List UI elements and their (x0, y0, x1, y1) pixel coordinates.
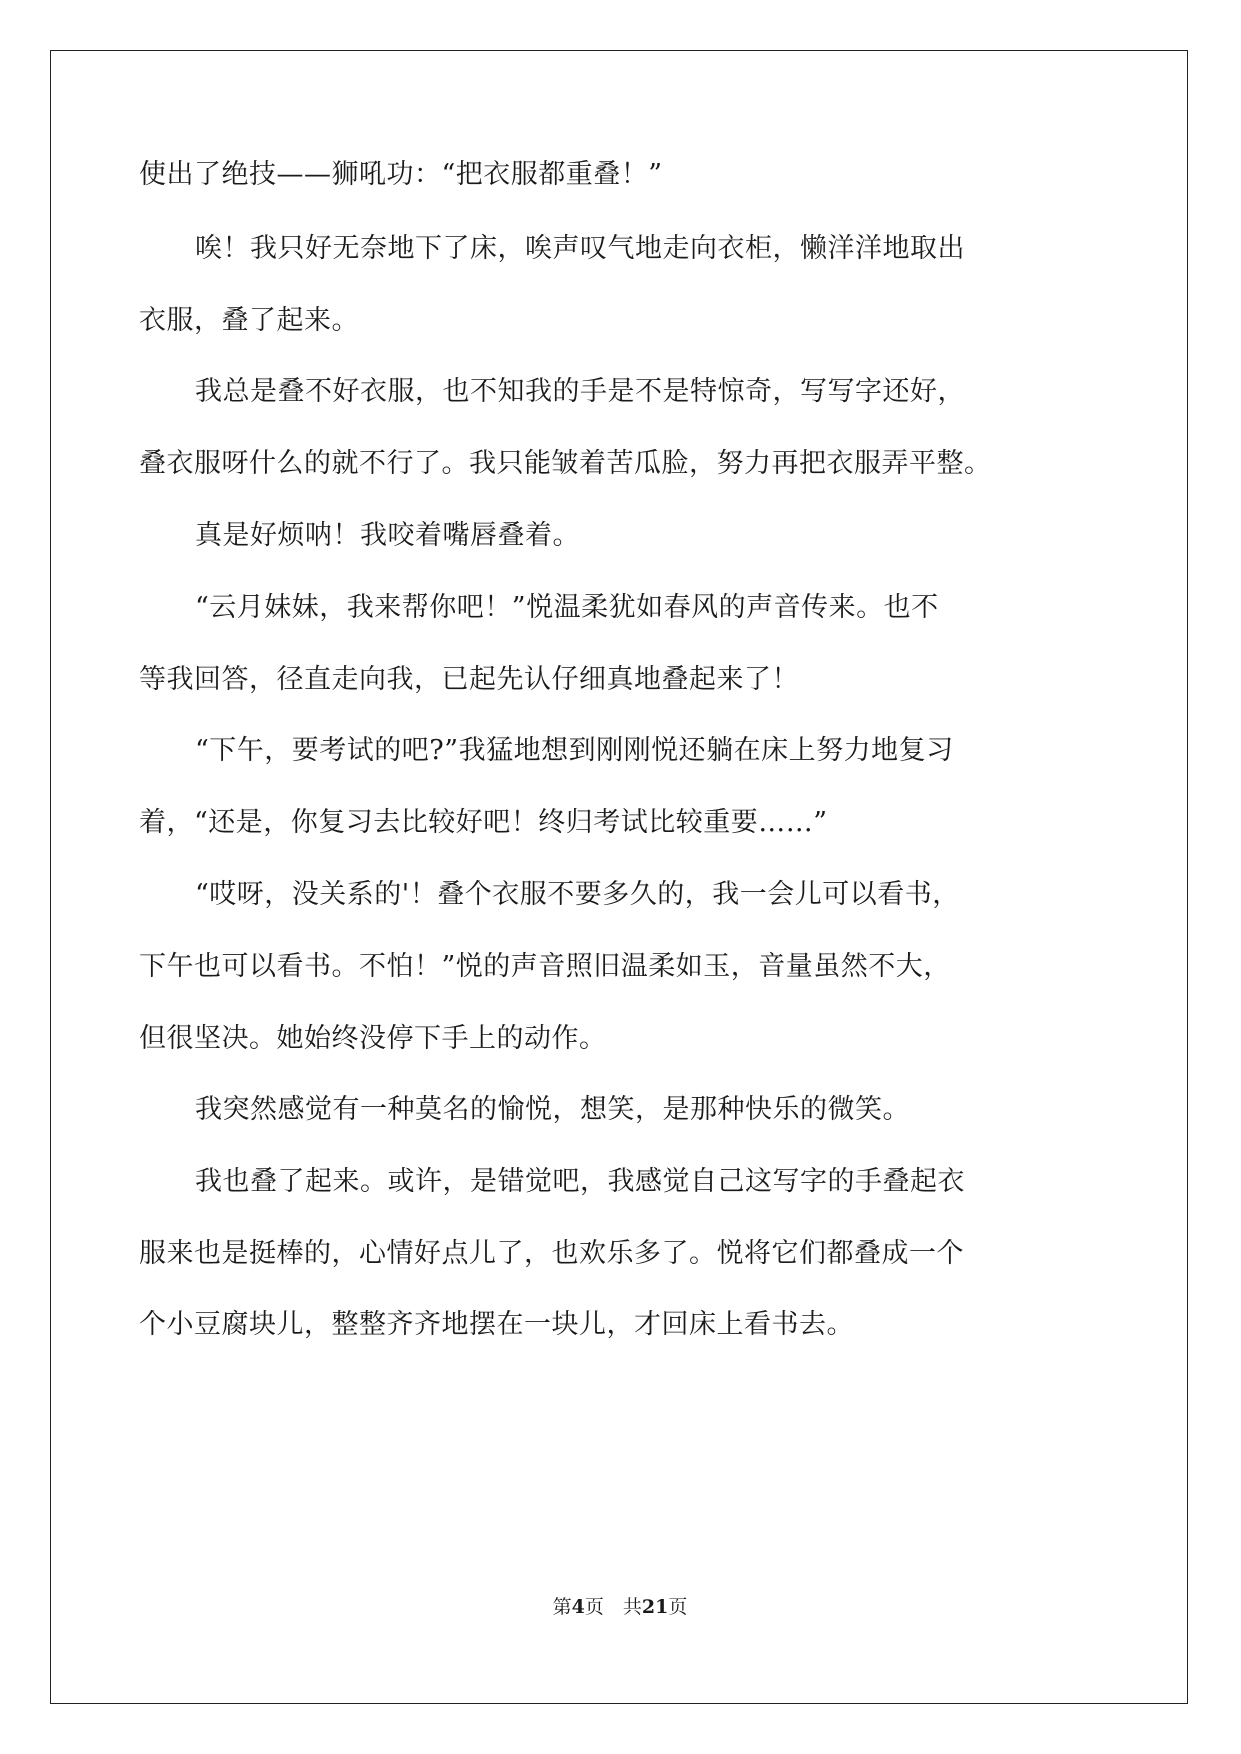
text-line: “下午，要考试的吧?”我猛地想到刚刚悦还躺在床上努力地复习 (195, 735, 954, 766)
text-line: 真是好烦呐！我咬着嘴唇叠着。 (195, 520, 580, 551)
text-line: 但很坚决。她始终没停下手上的动作。 (139, 1023, 607, 1054)
current-page-number: 4 (571, 1596, 585, 1618)
text-line: 衣服，叠了起来。 (139, 305, 359, 336)
text-line: 等我回答，径直走向我，已起先认仔细真地叠起来了！ (139, 664, 799, 695)
text-line: 我也叠了起来。或许，是错觉吧，我感觉自己这写字的手叠起衣 (195, 1166, 965, 1197)
footer-suffix: 页 (668, 1596, 688, 1618)
text-line: 着，“还是，你复习去比较好吧！终归考试比较重要……” (139, 807, 828, 838)
text-line: 叠衣服呀什么的就不行了。我只能皱着苦瓜脸，努力再把衣服弄平整。 (139, 448, 992, 479)
page-footer (51, 1594, 1189, 1620)
footer-prefix: 第 (552, 1596, 572, 1618)
text-line: 唉！我只好无奈地下了床，唉声叹气地走向衣柜，懒洋洋地取出 (195, 233, 965, 264)
text-line: 个小豆腐块儿，整整齐齐地摆在一块儿，才回床上看书去。 (139, 1309, 854, 1340)
text-line: “哎呀，没关系的'！叠个衣服不要多久的，我一会儿可以看书， (195, 879, 960, 910)
text-line: “云月妹妹，我来帮你吧！”悦温柔犹如春风的声音传来。也不 (195, 592, 939, 623)
total-page-count: 21 (641, 1596, 669, 1618)
footer-mid: 页 共 (584, 1596, 642, 1618)
page-frame (50, 50, 1188, 1704)
text-line: 下午也可以看书。不怕！”悦的声音照旧温柔如玉，音量虽然不大， (139, 951, 951, 982)
text-line: 使出了绝技——狮吼功：“把衣服都重叠！” (139, 159, 663, 190)
text-line: 我总是叠不好衣服，也不知我的手是不是特惊奇，写写字还好， (195, 376, 965, 407)
text-line: 服来也是挺棒的，心情好点儿了，也欢乐多了。悦将它们都叠成一个 (139, 1238, 964, 1269)
text-line: 我突然感觉有一种莫名的愉悦，想笑，是那种快乐的微笑。 (195, 1094, 910, 1125)
